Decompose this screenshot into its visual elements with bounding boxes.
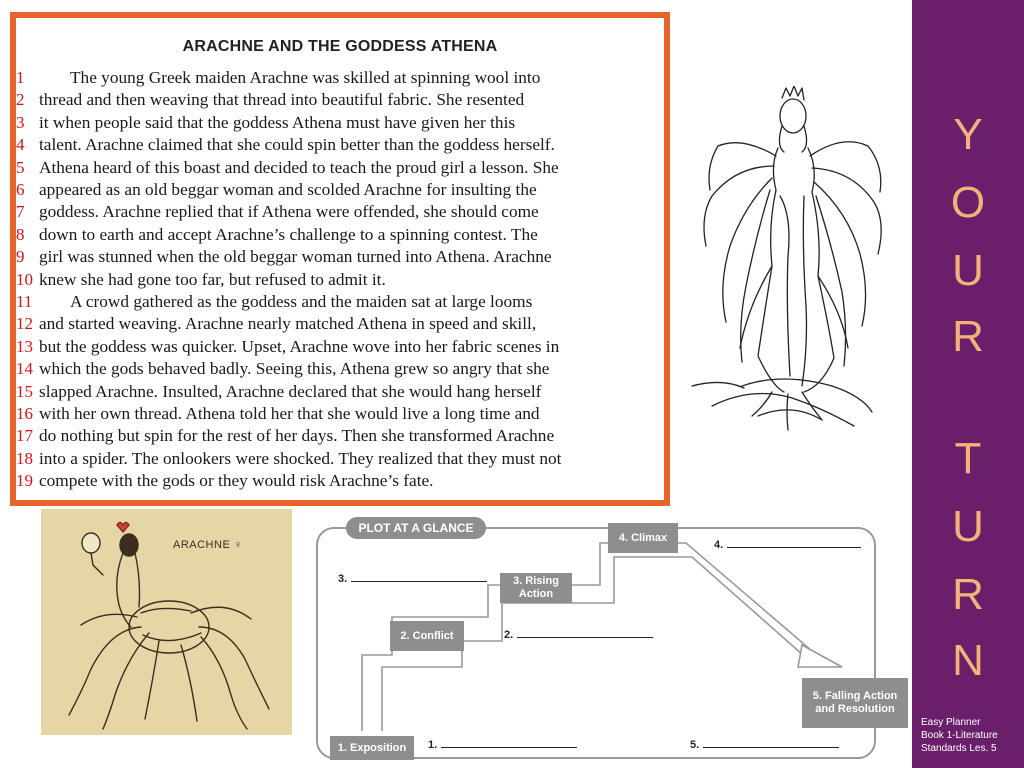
line-text: slapped Arachne. Insulted, Arachne declared that she would hang herself bbox=[39, 381, 542, 401]
credit-line: Easy Planner bbox=[921, 717, 981, 728]
line-number: 11 bbox=[16, 292, 33, 311]
stage-falling-action: 5. Falling Action and Resolution bbox=[802, 678, 908, 728]
line-number: 9 bbox=[16, 247, 25, 267]
heading-letter: U bbox=[952, 246, 984, 295]
heading-letter: R bbox=[952, 570, 984, 619]
line-text: do nothing but spin for the rest of her days. Then she transformed Arachne bbox=[39, 426, 555, 446]
story-passage bbox=[10, 12, 670, 506]
line-text: The young Greek maiden Arachne was skilled at spinning wool into bbox=[70, 68, 541, 87]
line-number: 7 bbox=[16, 202, 25, 222]
line-text: into a spider. The onlookers were shocked. They realized that they must not bbox=[39, 448, 562, 468]
line-text: thread and then weaving that thread into beautiful fabric. She resented bbox=[39, 90, 525, 110]
line-text: with her own thread. Athena told her that she would live a long time and bbox=[39, 404, 540, 423]
line-text: down to earth and accept Arachne’s challenge to a spinning contest. The bbox=[39, 224, 538, 244]
blank-3[interactable] bbox=[338, 573, 487, 585]
line-number: 13 bbox=[16, 336, 33, 356]
line-text: A crowd gathered as the goddess and the maiden sat at large looms bbox=[70, 292, 533, 311]
line-text: which the gods behaved badly. Seeing this, Athena grew so angry that she bbox=[39, 359, 550, 379]
line-number: 14 bbox=[16, 359, 33, 379]
line-number: 5 bbox=[16, 157, 25, 177]
line-number: 2 bbox=[16, 90, 25, 110]
line-text: compete with the gods or they would risk Arachne’s fate. bbox=[39, 471, 434, 491]
heading-letter: U bbox=[952, 502, 984, 551]
blank-4[interactable] bbox=[714, 539, 861, 551]
line-number: 15 bbox=[16, 381, 33, 401]
blank-1[interactable] bbox=[428, 739, 577, 751]
blank-4-label: 4. bbox=[714, 539, 724, 551]
line-number: 1 bbox=[16, 68, 25, 87]
line-text: it when people said that the goddess Athena must have given her this bbox=[39, 112, 516, 132]
blank-5-label: 5. bbox=[690, 739, 700, 751]
line-number: 4 bbox=[16, 135, 25, 155]
stage-rising-action: 3. Rising Action bbox=[500, 573, 572, 603]
line-number: 3 bbox=[16, 112, 25, 132]
line-text: Athena heard of this boast and decided to teach the proud girl a lesson. She bbox=[39, 157, 559, 177]
line-text: knew she had gone too far, but refused to admit it. bbox=[39, 269, 386, 289]
line-number: 12 bbox=[16, 314, 33, 334]
your-turn-sidebar bbox=[912, 0, 1024, 768]
line-text: goddess. Arachne replied that if Athena were offended, she should come bbox=[39, 202, 539, 222]
heading-letter: T bbox=[954, 434, 982, 483]
source-credit bbox=[921, 716, 1021, 755]
line-text: talent. Arachne claimed that she could spin better than the goddess herself. bbox=[39, 135, 555, 155]
credit-line: Book 1-Literature bbox=[921, 730, 998, 741]
line-text: appeared as an old beggar woman and scolded Arachne for insulting the bbox=[39, 180, 537, 199]
story-title: ARACHNE AND THE GODDESS ATHENA bbox=[182, 38, 498, 55]
arachne-sketch-illustration bbox=[41, 509, 292, 735]
blank-5[interactable] bbox=[690, 739, 839, 751]
stage-exposition: 1. Exposition bbox=[330, 736, 414, 760]
blank-2[interactable] bbox=[504, 629, 653, 641]
line-number: 10 bbox=[16, 269, 33, 289]
line-number: 8 bbox=[16, 224, 25, 244]
line-number: 6 bbox=[16, 180, 25, 199]
line-number: 16 bbox=[16, 404, 33, 423]
heading-letter: N bbox=[952, 636, 984, 685]
line-text: but the goddess was quicker. Upset, Arachne wove into her fabric scenes in bbox=[39, 336, 560, 356]
stage-conflict: 2. Conflict bbox=[390, 621, 464, 651]
line-number: 19 bbox=[16, 471, 33, 491]
stage-climax: 4. Climax bbox=[608, 523, 678, 553]
spider-body-drawing bbox=[41, 509, 292, 735]
line-text: girl was stunned when the old beggar woman turned into Athena. Arachne bbox=[39, 247, 552, 267]
heading-letter: O bbox=[950, 178, 986, 227]
plot-diagram bbox=[312, 517, 898, 761]
blank-3-label: 3. bbox=[338, 573, 348, 585]
blank-1-label: 1. bbox=[428, 739, 438, 751]
blank-2-label: 2. bbox=[504, 629, 514, 641]
line-number: 17 bbox=[16, 426, 33, 446]
line-number: 18 bbox=[16, 448, 33, 468]
sketch-caption: ARACHNE ♀ bbox=[173, 539, 243, 551]
heading-letter: Y bbox=[953, 110, 983, 159]
line-text: and started weaving. Arachne nearly matched Athena in speed and skill, bbox=[39, 314, 537, 334]
heading-letter: R bbox=[952, 312, 984, 361]
plot-heading: PLOT AT A GLANCE bbox=[346, 517, 486, 539]
credit-line: Standards Les. 5 bbox=[921, 743, 997, 754]
arachne-spider-illustration bbox=[672, 86, 912, 438]
